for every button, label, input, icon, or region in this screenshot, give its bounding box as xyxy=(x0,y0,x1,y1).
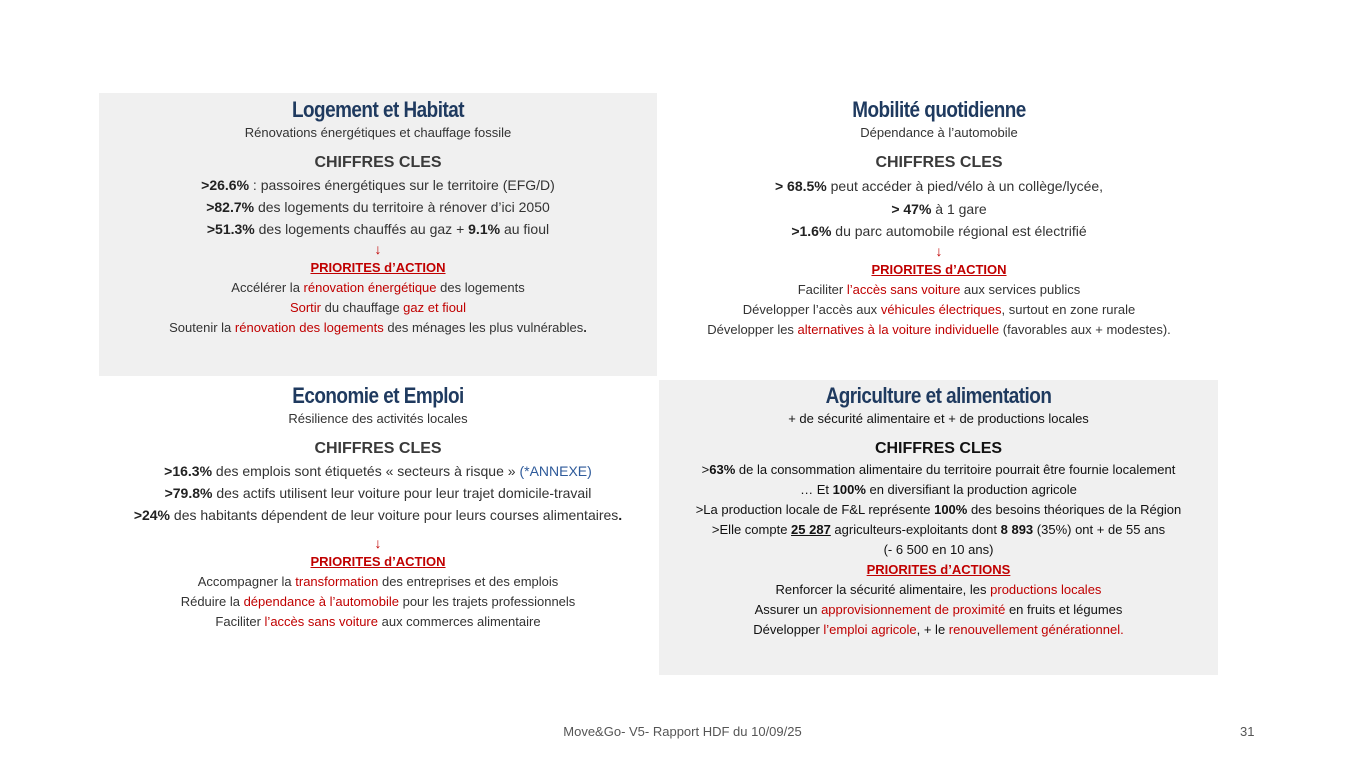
quadrant-logement xyxy=(99,93,657,376)
key-figures-heading: CHIFFRES CLES xyxy=(875,154,1003,171)
quadrant-mobilite xyxy=(660,93,1218,376)
footer-text: Move&Go- V5- Rapport HDF du 10/09/25 xyxy=(563,724,802,739)
key-figures-heading: CHIFFRES CLES xyxy=(314,440,442,457)
quadrant-subtitle: Rénovations énergétiques et chauffage fossile xyxy=(244,125,512,140)
key-figure-line: > 47% à 1 gare xyxy=(891,201,987,217)
quadrant-subtitle: Résilience des activités locales xyxy=(288,411,468,426)
action-line: Développer l’accès aux véhicules électriques, surtout en zone rurale xyxy=(742,302,1136,317)
key-figure-line: >79.8% des actifs utilisent leur voiture pour leur trajet domicile-travail xyxy=(164,485,592,501)
action-line: Réduire la dépendance à l’automobile pour les trajets professionnels xyxy=(180,594,576,609)
action-line: Sortir du chauffage gaz et fioul xyxy=(289,300,467,315)
key-figures-heading: CHIFFRES CLES xyxy=(874,440,1003,457)
quadrant-economie xyxy=(99,380,657,670)
action-line: Accélérer la rénovation énergétique des logements xyxy=(231,280,525,295)
quadrant-title: Agriculture et alimentation xyxy=(825,383,1052,408)
quadrant-title: Logement et Habitat xyxy=(291,97,465,122)
down-arrow-icon: ↓ xyxy=(374,241,382,257)
action-line: Développer l’emploi agricole, + le renouvellement générationnel. xyxy=(753,622,1124,637)
action-line: Faciliter l’accès sans voiture aux services publics xyxy=(797,282,1081,297)
quadrant-subtitle: + de sécurité alimentaire et + de productions locales xyxy=(788,411,1089,426)
key-figure-line: >26.6% : passoires énergétiques sur le territoire (EFG/D) xyxy=(201,177,555,193)
quadrant-title: Economie et Emploi xyxy=(292,383,464,408)
action-line: Renforcer la sécurité alimentaire, les productions locales xyxy=(775,582,1102,597)
action-line: Faciliter l’accès sans voiture aux commerces alimentaire xyxy=(215,614,541,629)
key-figure-line: >82.7% des logements du territoire à rénover d’ici 2050 xyxy=(206,199,550,215)
key-figure-line: >63% de la consommation alimentaire du territoire pourrait être fournie localement xyxy=(701,462,1176,477)
action-line: Développer les alternatives à la voiture individuelle (favorables aux + modestes). xyxy=(707,322,1171,337)
page-number: 31 xyxy=(1240,724,1255,739)
priorities-heading: PRIORITES d’ACTION xyxy=(310,554,446,569)
down-arrow-icon: ↓ xyxy=(935,243,943,259)
priorities-heading: PRIORITES d’ACTIONS xyxy=(866,562,1011,577)
down-arrow-icon: ↓ xyxy=(374,535,382,551)
key-figure-line: >Elle compte 25 287 agriculteurs-exploitants dont 8 893 (35%) ont + de 55 ans xyxy=(711,522,1166,537)
key-figure-line: > 68.5% peut accéder à pied/vélo à un collège/lycée, xyxy=(774,178,1104,194)
key-figure-line: (- 6 500 en 10 ans) xyxy=(883,542,994,557)
key-figure-line: >24% des habitants dépendent de leur voiture pour leurs courses alimentaires. xyxy=(133,507,623,523)
key-figure-line: … Et 100% en diversifiant la production agricole xyxy=(800,482,1077,497)
action-line: Accompagner la transformation des entreprises et des emplois xyxy=(197,574,559,589)
quadrant-subtitle: Dépendance à l’automobile xyxy=(860,125,1018,140)
quadrant-title: Mobilité quotidienne xyxy=(852,97,1026,122)
action-line: Soutenir la rénovation des logements des ménages les plus vulnérables. xyxy=(169,320,587,335)
key-figure-line: >16.3% des emplois sont étiquetés « secteurs à risque » (*ANNEXE) xyxy=(164,463,592,479)
priorities-heading: PRIORITES d’ACTION xyxy=(310,260,446,275)
key-figures-heading: CHIFFRES CLES xyxy=(314,154,442,171)
quadrant-agriculture xyxy=(659,380,1218,675)
action-line: Assurer un approvisionnement de proximité en fruits et légumes xyxy=(754,602,1123,617)
key-figure-line: >La production locale de F&L représente 100% des besoins théoriques de la Région xyxy=(695,502,1182,517)
key-figure-line: >51.3% des logements chauffés au gaz + 9.1% au fioul xyxy=(206,221,550,237)
priorities-heading: PRIORITES d’ACTION xyxy=(871,262,1007,277)
key-figure-line: >1.6% du parc automobile régional est électrifié xyxy=(791,223,1087,239)
